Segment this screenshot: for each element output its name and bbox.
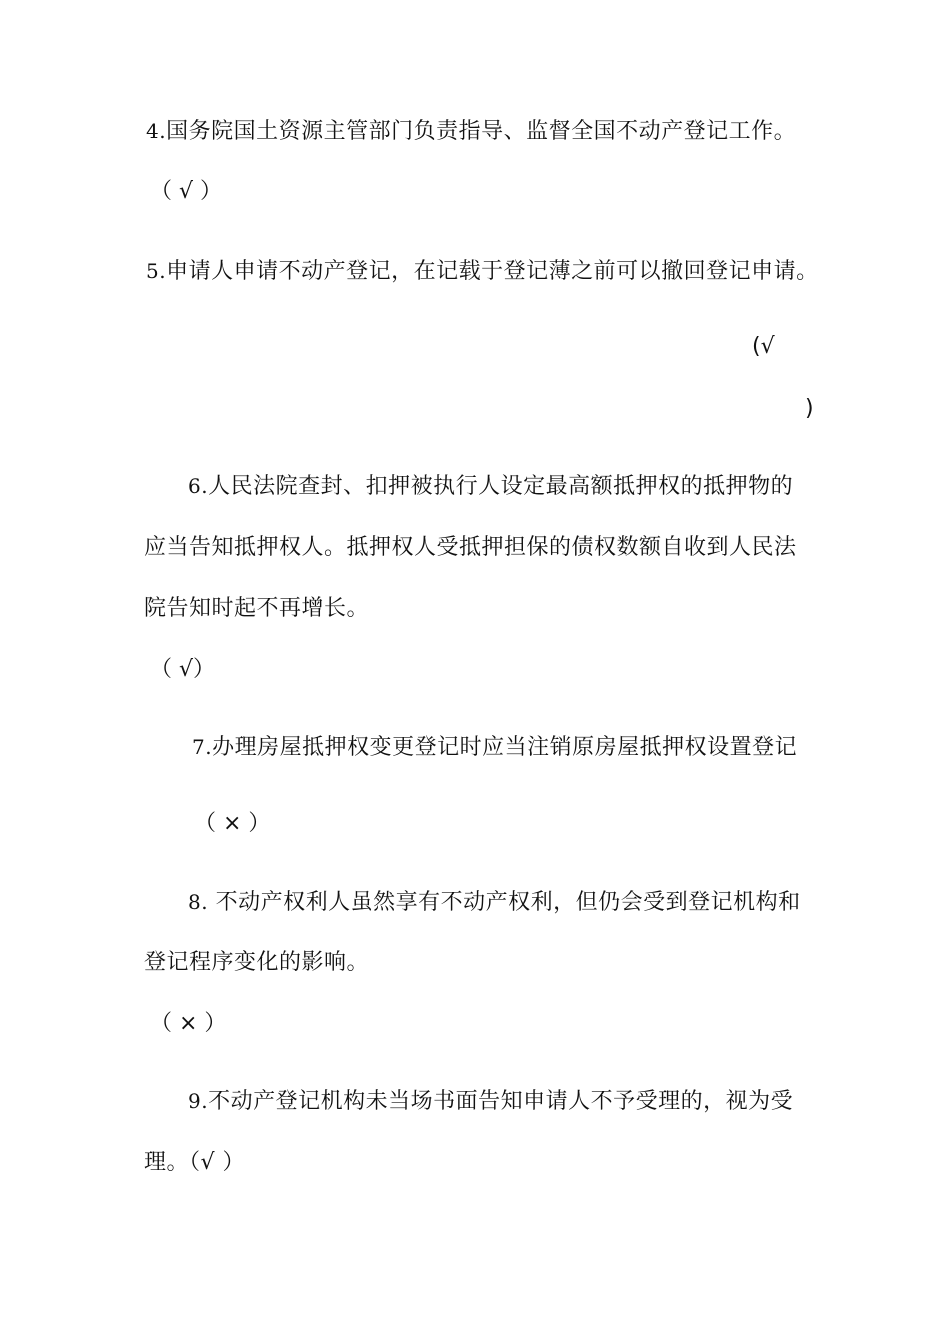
question-9-text-line-1: 不动产登记机构未当场书面告知申请人不予受理的，视为受 [208,1089,794,1114]
question-5 [146,256,819,287]
question-6-text-line-1: 人民法院查封、扣押被执行人设定最高额抵押权的抵押物的 [208,474,794,499]
question-6-text-line-2: 应当告知抵押权人。抵押权人受抵押担保的债权数额自收到人民法 [144,535,797,560]
question-9 [188,1086,793,1117]
question-9-text-line-2-text: 理。 [144,1150,190,1175]
question-8-number: 8. [188,890,209,914]
question-7-text: 办理房屋抵押权变更登记时应当注销原房屋抵押权设置登记 [212,735,798,760]
answer-8: （ × ） [150,1011,227,1036]
answer-6: （ √） [150,657,216,682]
answer-9: （√ ） [189,1150,246,1175]
question-9-number: 9. [188,1089,209,1113]
question-4-number: 4. [146,119,167,143]
question-4 [146,116,796,147]
question-6-number: 6. [188,474,209,498]
question-9-text-line-2 [144,1148,245,1178]
answer-5-close: ) [805,396,814,421]
question-8-text-line-2: 登记程序变化的影响。 [144,950,370,975]
question-8-text-line-1: 不动产权利人虽然享有不动产权利，但仍会受到登记机构和 [208,890,801,915]
question-7-number: 7. [192,735,213,759]
question-6-text-line-3: 院告知时起不再增长。 [144,596,370,621]
answer-5-open: (√ [752,334,775,359]
question-6 [188,471,793,502]
question-5-number: 5. [146,259,167,283]
question-4-text: 国务院国土资源主管部门负责指导、监督全国不动产登记工作。 [166,119,797,144]
question-7 [192,732,797,763]
answer-7: （ × ） [194,811,271,836]
question-8 [188,887,801,918]
question-5-text: 申请人申请不动产登记，在记载于登记薄之前可以撤回登记申请。 [166,259,819,284]
answer-4: （ √ ） [150,179,223,204]
